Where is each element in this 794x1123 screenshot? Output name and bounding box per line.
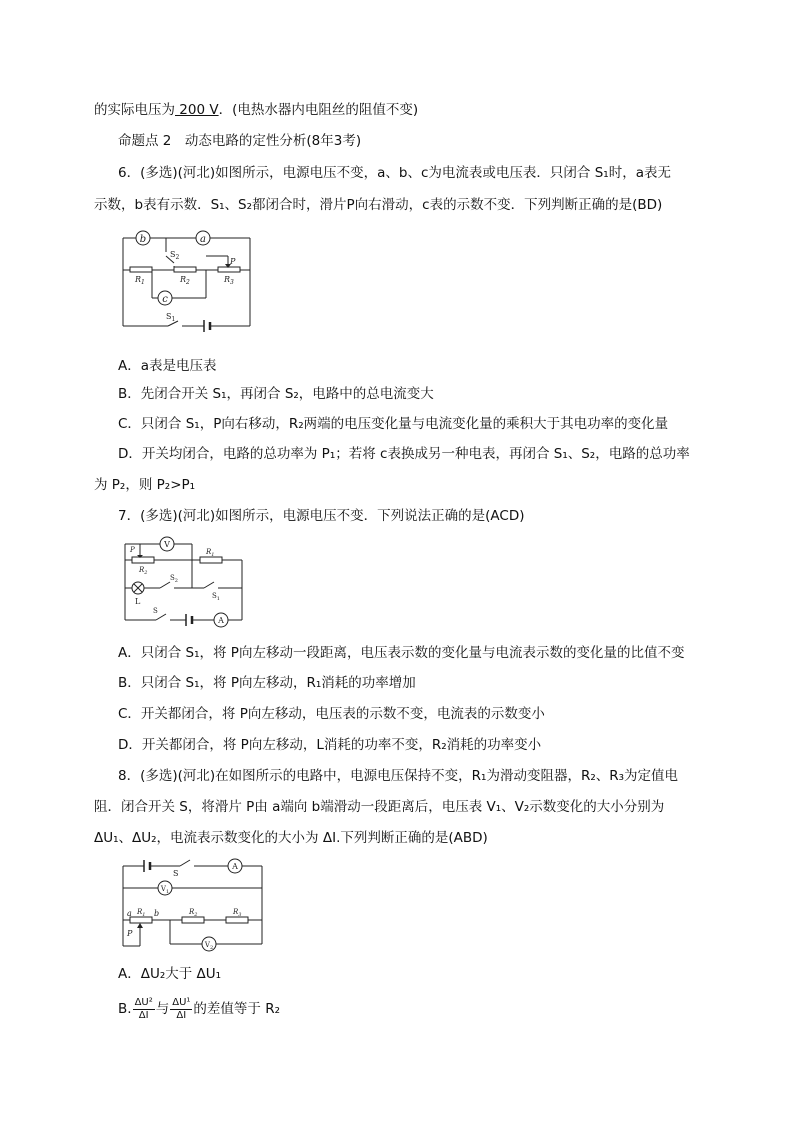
meter-c: c: [162, 294, 168, 305]
q7-option-c: C．开关都闭合，将 P向左移动，电压表的示数不变，电流表的示数变小: [118, 706, 545, 722]
voltmeter-v: V: [164, 540, 170, 549]
voltmeter-v2: $V_2$: [204, 941, 214, 951]
r2-label: $R_2$: [189, 908, 198, 918]
q6-option-d-tail: 为 P₂，则 P₂>P₁: [94, 477, 196, 493]
r1-label: $R_1$: [137, 908, 146, 918]
slider-p-label: P: [130, 546, 135, 554]
slider-p-label: P: [127, 929, 133, 938]
slider-p-label: P: [230, 257, 236, 266]
meter-a: a: [200, 234, 206, 245]
ammeter-a: A: [218, 616, 224, 625]
q6-option-c: C．只闭合 S₁，P向右移动，R₂两端的电压变化量与电流变化量的乘积大于其电功率的变化量: [118, 416, 669, 432]
q6-stem-line1: 6．(多选)(河北)如图所示，电源电压不变，a、b、c为电流表或电压表．只闭合 S₁时，a表无: [118, 165, 671, 181]
q5-answer: 200 V: [175, 102, 219, 118]
end-a-label: a: [127, 909, 132, 918]
meter-b: b: [139, 234, 147, 245]
q6-option-d: D．开关均闭合，电路的总功率为 P₁；若将 c表换成另一种电表，再闭合 S₁、S₂，电路的总功率: [118, 446, 690, 462]
q8-circuit-diagram: [118, 856, 268, 952]
ammeter-a: A: [232, 862, 238, 871]
voltmeter-v1: $V_1$: [160, 885, 170, 895]
r3-label: $R_3$: [224, 275, 234, 286]
fraction-du2-di: $\frac{\text{ΔU²}}{\Delta I}$: [134, 996, 153, 1021]
q8-stem-line2: 阻．闭合开关 S，将滑片 P由 a端向 b端滑动一段距离后，电压表 V₁、V₂示数变化的大小分别为: [94, 799, 665, 815]
switch-s-label: S: [173, 869, 179, 878]
q7-option-a: A．只闭合 S₁，将 P向左移动一段距离，电压表示数的变化量与电流表示数的变化量的比值不变: [118, 645, 685, 661]
q5-tail: 的实际电压为 200 V．(电热水器内电阻丝的阻值不变): [94, 102, 419, 118]
q7-circuit-diagram: [120, 536, 248, 632]
r3-label: $R_3$: [233, 908, 242, 918]
fraction-du1-di: $\frac{\text{ΔU¹}}{\Delta I}$: [172, 996, 191, 1021]
switch-s2-label: $S_2$: [170, 574, 178, 584]
q7-stem: 7．(多选)(河北)如图所示，电源电压不变．下列说法正确的是(ACD): [118, 508, 525, 524]
q6-option-b: B．先闭合开关 S₁，再闭合 S₂，电路中的总电流变大: [118, 386, 434, 402]
r2-label: $R_2$: [139, 566, 148, 576]
q8-option-b: B. $\frac{\text{ΔU²}}{\Delta I}$ 与 $\frac{\text{ΔU¹}}{\Delta I}$ 的差值等于 R₂: [118, 996, 280, 1021]
switch-s1-label: $S_1$: [212, 592, 220, 602]
switch-s2-label: $S_2$: [170, 250, 180, 261]
r1-label: $R_1$: [206, 548, 215, 558]
switch-s1-label: $S_1$: [166, 312, 176, 323]
q6-stem-line2: 示数，b表有示数．S₁、S₂都闭合时，滑片P向右滑动，c表的示数不变．下列判断正确的是(BD): [94, 197, 663, 213]
switch-s-label: S: [153, 607, 158, 615]
q6-option-a: A．a表是电压表: [118, 358, 217, 374]
q8-stem-line3: ΔU₁、ΔU₂，电流表示数变化的大小为 ΔI.下列判断正确的是(ABD): [94, 830, 488, 846]
end-b-label: b: [154, 909, 160, 918]
r2-label: $R_2$: [180, 275, 190, 286]
r1-label: $R_1$: [135, 275, 145, 286]
q8-option-a: A．ΔU₂大于 ΔU₁: [118, 966, 222, 982]
q8-stem-line1: 8．(多选)(河北)在如图所示的电路中，电源电压保持不变，R₁为滑动变阻器，R₂、R₃为定值电: [118, 768, 679, 784]
section-heading: 命题点 2 动态电路的定性分析(8年3考): [118, 133, 362, 149]
q7-option-d: D．开关都闭合，将 P向左移动，L消耗的功率不变，R₂消耗的功率变小: [118, 737, 542, 753]
q6-circuit-diagram: [118, 226, 258, 330]
q7-option-b: B．只闭合 S₁，将 P向左移动，R₁消耗的功率增加: [118, 675, 416, 691]
lamp-l-label: L: [135, 597, 141, 606]
